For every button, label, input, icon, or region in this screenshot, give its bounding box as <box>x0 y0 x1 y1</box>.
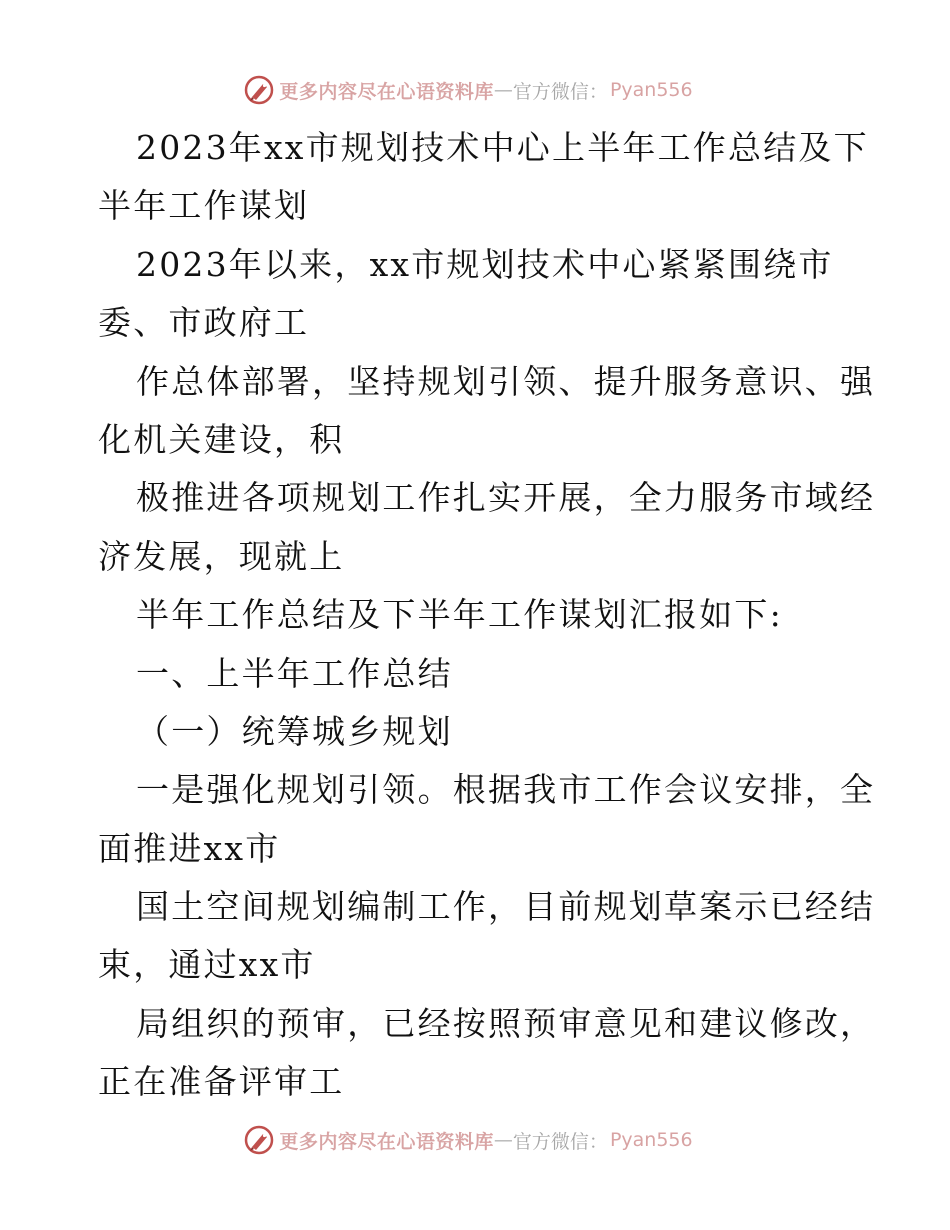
watermark-account: Pyan556 <box>609 79 693 101</box>
text-line: 济发展，现就上 <box>98 536 345 576</box>
watermark-brand-text: 更多内容尽在心语资料库 <box>279 1130 494 1153</box>
text-line: 委、市政府工 <box>98 303 310 343</box>
text-line: 半年工作谋划 <box>98 186 310 226</box>
pen-logo-icon <box>243 74 275 106</box>
text-line: 2023年xx市规划技术中心上半年工作总结及下 <box>136 128 869 167</box>
text-line: 国土空间规划编制工作，目前规划草案示已经结 <box>136 887 876 927</box>
text-line: 一、上半年工作总结 <box>136 653 453 693</box>
text-line: 一是强化规划引领。根据我市工作会议安排，全 <box>136 770 876 810</box>
text-line: 正在准备评审工 <box>98 1062 345 1102</box>
text-line: 半年工作总结及下半年工作谋划汇报如下: <box>136 595 783 635</box>
watermark-wechat-label: 官方微信： <box>512 80 608 103</box>
text-line: 束，通过xx市 <box>98 945 316 985</box>
watermark-separator: — <box>493 79 513 101</box>
footer-watermark <box>0 1120 950 1160</box>
text-line: 面推进xx市 <box>98 828 281 868</box>
text-line: 局组织的预审，已经按照预审意见和建议修改， <box>136 1003 876 1043</box>
text-line: （一）统筹城乡规划 <box>136 711 453 751</box>
watermark-account: Pyan556 <box>609 1129 693 1151</box>
text-line: 2023年以来，xx市规划技术中心紧紧围绕市 <box>136 244 834 284</box>
pen-logo-icon <box>243 1124 275 1156</box>
watermark-separator: — <box>493 1129 513 1151</box>
text-line: 极推进各项规划工作扎实开展，全力服务市域经 <box>136 478 876 518</box>
watermark-brand-text: 更多内容尽在心语资料库 <box>279 80 494 103</box>
watermark-wechat-label: 官方微信： <box>512 1130 608 1153</box>
text-line: 化机关建设，积 <box>98 419 345 459</box>
text-line: 作总体部署，坚持规划引领、提升服务意识、强 <box>136 361 876 401</box>
header-watermark <box>0 70 950 110</box>
document-body <box>98 119 876 1112</box>
